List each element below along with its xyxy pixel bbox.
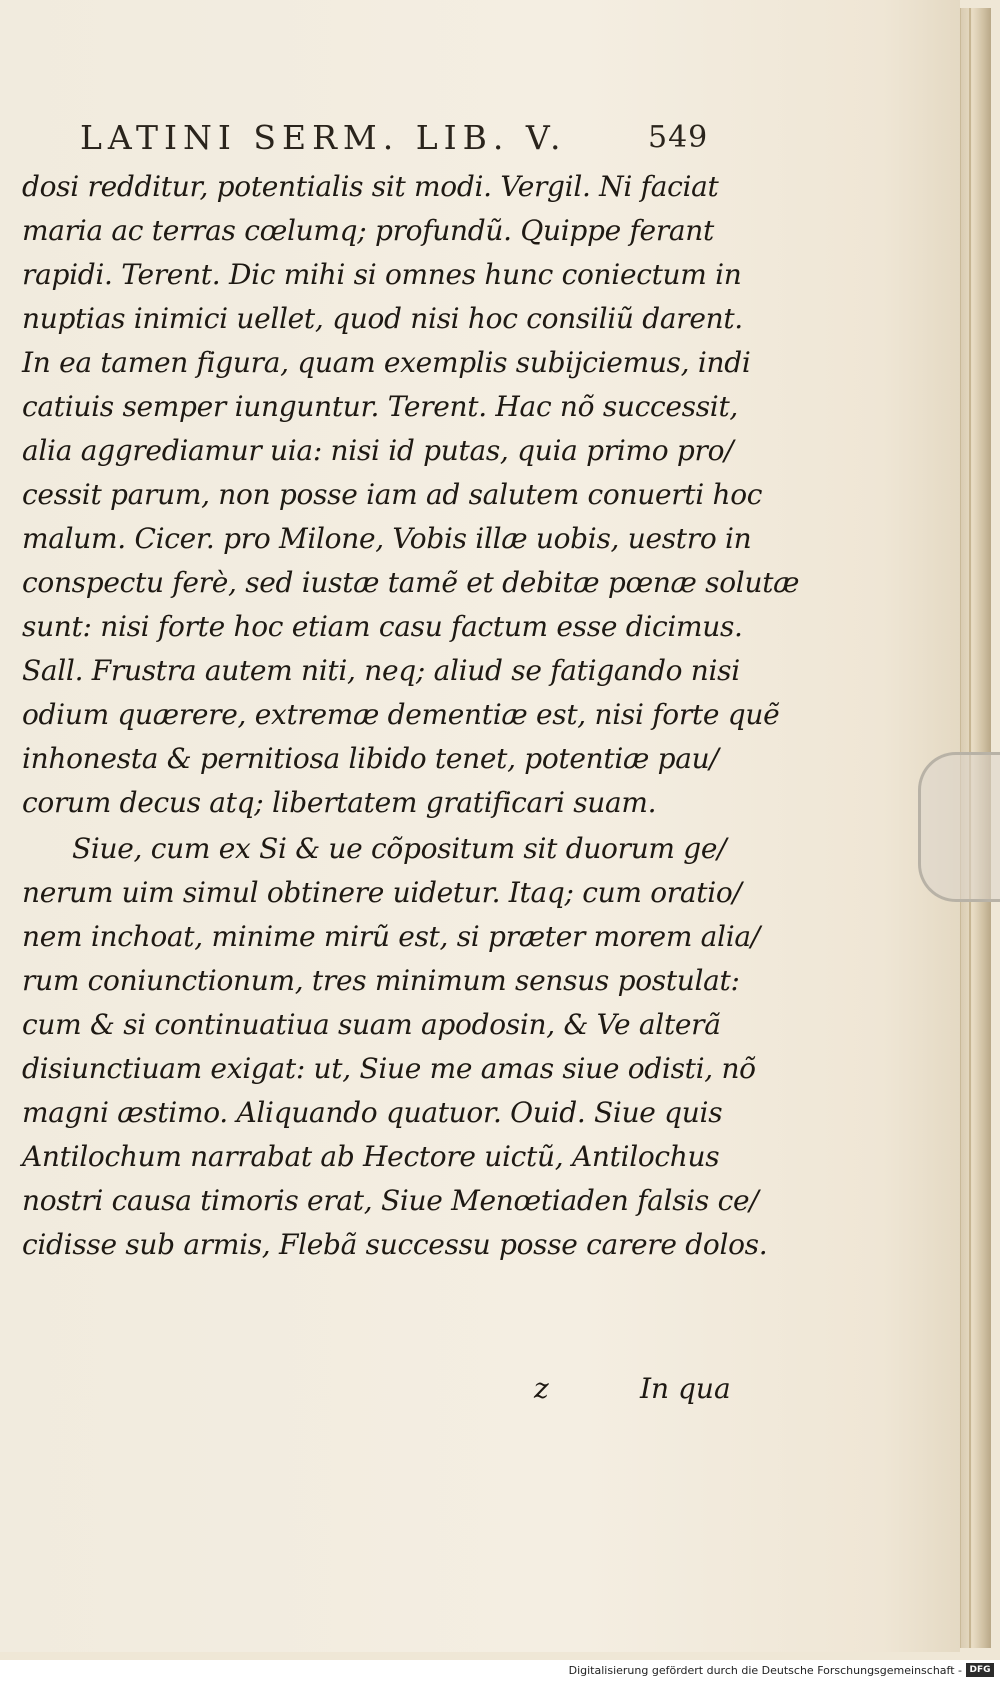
text-line: rum coniunctionum, tres minimum sensus postulat:	[22, 964, 740, 997]
text-line: conspectu ferè, sed iustæ tamẽ et debitæ pœnæ solutæ	[22, 566, 800, 599]
dfg-logo: DFG	[966, 1663, 994, 1677]
text-line: rapidi. Terent. Dic mihi si omnes hunc coniectum in	[22, 258, 742, 291]
text-line: nuptias inimici uellet, quod nisi hoc consiliũ darent.	[22, 302, 743, 335]
text-line: Sall. Frustra autem niti, neq; aliud se fatigando nisi	[22, 654, 740, 687]
text-line: odium quærere, extremæ dementiæ est, nisi forte quẽ	[22, 698, 780, 731]
text-line: nerum uim simul obtinere uidetur. Itaq; cum oratio/	[22, 876, 742, 909]
text-line: corum decus atq; libertatem gratificari suam.	[22, 786, 657, 819]
text-line: dosi redditur, potentialis sit modi. Vergil. Ni faciat	[22, 170, 719, 203]
paragraph-first-line: Siue, cum ex Si & ue cõpositum sit duorum ge/	[72, 832, 727, 865]
text-line: catiuis semper iunguntur. Terent. Hac nõ successit,	[22, 390, 738, 423]
text-line: malum. Cicer. pro Milone, Vobis illæ uobis, uestro in	[22, 522, 752, 555]
text-line: sunt: nisi forte hoc etiam casu factum esse dicimus.	[22, 610, 743, 643]
running-head: LATINI SERM. LIB. V.	[80, 118, 567, 157]
text-line: Antilochum narrabat ab Hectore uictũ, Antilochus	[22, 1140, 720, 1173]
page-number: 549	[648, 120, 709, 155]
text-line: inhonesta & pernitiosa libido tenet, potentiæ pau/	[22, 742, 719, 775]
text-line: nem inchoat, minime mirũ est, si præter morem alia/	[22, 920, 760, 953]
text-line: cum & si continuatiua suam apodosin, & Ve alterã	[22, 1008, 721, 1041]
footer	[0, 1660, 1000, 1683]
text-line: disiunctiuam exigat: ut, Siue me amas siue odisti, nõ	[22, 1052, 756, 1085]
signature-mark: z	[534, 1372, 549, 1405]
text-line: maria ac terras cœlumq; profundũ. Quippe ferant	[22, 214, 714, 247]
text-line: cidisse sub armis, Flebã successu posse carere dolos.	[22, 1228, 768, 1261]
text-line: nostri causa timoris erat, Siue Menœtiaden falsis ce/	[22, 1184, 759, 1217]
text-line: magni æstimo. Aliquando quatuor. Ouid. Siue quis	[22, 1096, 723, 1129]
text-line: alia aggrediamur uia: nisi id putas, quia primo pro/	[22, 434, 734, 467]
catchword: In qua	[640, 1372, 731, 1405]
text-line: In ea tamen figura, quam exemplis subijciemus, indi	[22, 346, 751, 379]
text-line: cessit parum, non posse iam ad salutem conuerti hoc	[22, 478, 763, 511]
clasp-band	[918, 752, 1000, 902]
digitization-credit: Digitalisierung gefördert durch die Deutsche Forschungsgemeinschaft -	[568, 1664, 962, 1677]
